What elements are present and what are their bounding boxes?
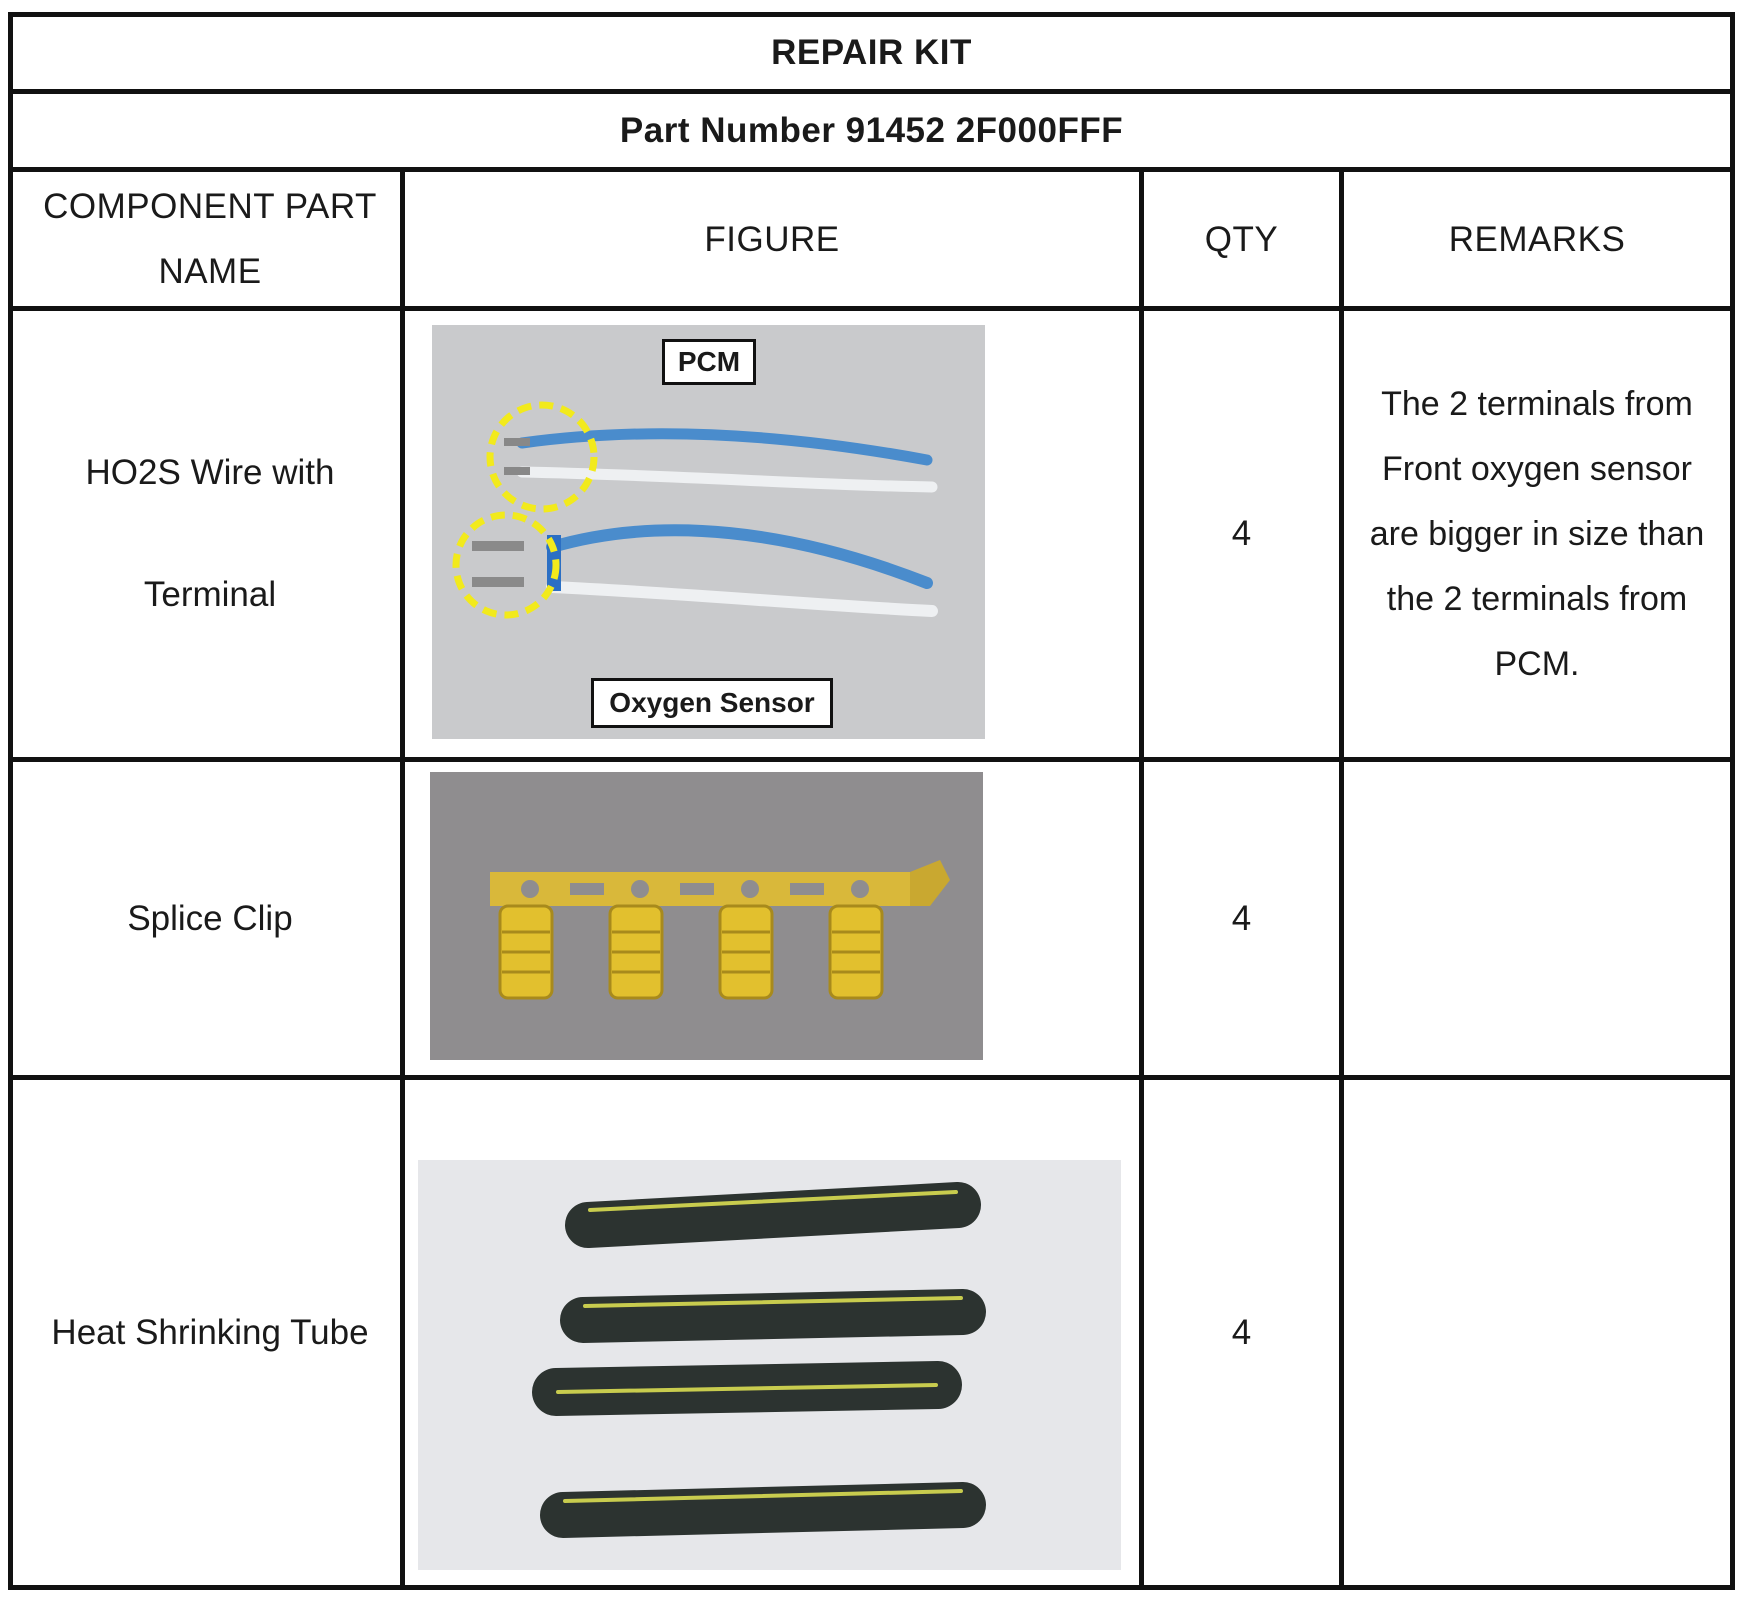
ho2s-wire-figure bbox=[432, 325, 985, 739]
qty-ho2s-wire: 4 bbox=[1231, 514, 1252, 553]
heat-shrinking-tube-figure bbox=[418, 1160, 1121, 1570]
remarks-heat-shrinking-tube bbox=[1344, 1080, 1730, 1585]
header-remarks: REMARKS bbox=[1448, 219, 1626, 259]
header-figure: FIGURE bbox=[704, 219, 840, 259]
table-title: REPAIR KIT bbox=[771, 33, 972, 72]
qty-heat-shrinking-tube: 4 bbox=[1231, 1312, 1252, 1352]
pcm-label: PCM bbox=[662, 339, 756, 385]
component-name-splice-clip: Splice Clip bbox=[127, 898, 293, 938]
component-name-heat-shrinking-tube: Heat Shrinking Tube bbox=[51, 1312, 369, 1352]
qty-splice-clip: 4 bbox=[1231, 898, 1252, 938]
header-qty: QTY bbox=[1204, 219, 1279, 259]
remarks-ho2s-wire: The 2 terminals from Front oxygen sensor are bigger in size than the 2 terminals from PCM. bbox=[1369, 384, 1705, 683]
oxygen-sensor-label: Oxygen Sensor bbox=[591, 678, 833, 728]
rule bbox=[400, 167, 405, 1590]
part-number: Part Number 91452 2F000FFF bbox=[619, 110, 1124, 150]
header-component-part-name: COMPONENT PART NAME bbox=[43, 187, 377, 291]
splice-clip-figure bbox=[430, 772, 983, 1060]
remarks-splice-clip bbox=[1344, 762, 1730, 1075]
component-name-ho2s-wire: HO2S Wire with Terminal bbox=[85, 453, 335, 614]
